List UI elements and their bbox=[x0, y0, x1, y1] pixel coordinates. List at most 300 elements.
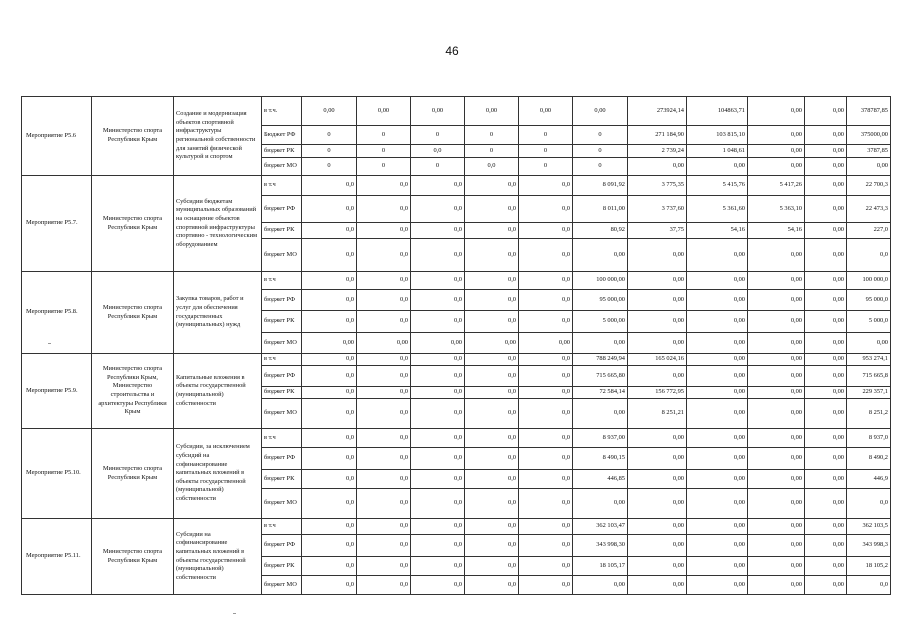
value-cell: 0,0 bbox=[357, 239, 411, 272]
value-cell: 0 bbox=[411, 158, 465, 176]
funding-source-cell: бюджет РК bbox=[262, 223, 302, 239]
value-cell: 0 bbox=[302, 158, 357, 176]
value-cell: 0,00 bbox=[805, 239, 847, 272]
value-cell: 2 739,24 bbox=[628, 145, 687, 158]
description-cell: Капитальные вложения в объекты государственной (муниципальной) собственности bbox=[174, 354, 262, 429]
value-cell: 8 937,0 bbox=[847, 429, 891, 448]
description-cell: Закупка товаров, работ и услуг для обеспечения государственных (муниципальных) нужд bbox=[174, 272, 262, 354]
value-cell: 0 bbox=[519, 145, 573, 158]
value-cell: 0,0 bbox=[357, 272, 411, 290]
value-cell: 0,00 bbox=[628, 429, 687, 448]
value-cell: 229 357,1 bbox=[847, 387, 891, 399]
value-cell: 0,00 bbox=[805, 535, 847, 557]
value-cell: 0,0 bbox=[357, 399, 411, 429]
value-cell: 0,00 bbox=[748, 399, 805, 429]
value-cell: 0,00 bbox=[519, 97, 573, 126]
table-row bbox=[22, 354, 891, 366]
value-cell: 362 103,5 bbox=[847, 519, 891, 535]
value-cell: 0 bbox=[573, 145, 628, 158]
value-cell: 100 000,0 bbox=[847, 272, 891, 290]
value-cell: 0,0 bbox=[411, 354, 465, 366]
value-cell: 0,0 bbox=[465, 429, 519, 448]
value-cell: 0,0 bbox=[411, 145, 465, 158]
value-cell: 0,0 bbox=[357, 387, 411, 399]
value-cell: 0,00 bbox=[748, 158, 805, 176]
table-body bbox=[22, 97, 891, 595]
value-cell: 5 363,10 bbox=[748, 196, 805, 223]
value-cell: 18 105,17 bbox=[573, 557, 628, 576]
value-cell: 0,00 bbox=[748, 519, 805, 535]
value-cell: 0,0 bbox=[465, 399, 519, 429]
value-cell: 0,0 bbox=[302, 366, 357, 387]
value-cell: 0,00 bbox=[687, 576, 748, 595]
value-cell: 0,00 bbox=[573, 239, 628, 272]
value-cell: 0,0 bbox=[519, 399, 573, 429]
value-cell: 0,0 bbox=[465, 290, 519, 311]
description-cell: Субсидии бюджетам муниципальных образований на оснащение объектов спортивной инфраструктуры спортивно - технологическим оборудованием bbox=[174, 176, 262, 272]
value-cell: 0,00 bbox=[748, 470, 805, 489]
funding-source-cell: бюджет РК bbox=[262, 557, 302, 576]
value-cell: 0,0 bbox=[519, 535, 573, 557]
value-cell: 8 251,21 bbox=[628, 399, 687, 429]
value-cell: 80,92 bbox=[573, 223, 628, 239]
value-cell: 0,0 bbox=[302, 557, 357, 576]
value-cell: 378787,85 bbox=[847, 97, 891, 126]
value-cell: 0,0 bbox=[519, 354, 573, 366]
value-cell: 0,0 bbox=[465, 196, 519, 223]
value-cell: 0,0 bbox=[357, 489, 411, 519]
value-cell: 375000,00 bbox=[847, 126, 891, 145]
value-cell: 0,00 bbox=[628, 535, 687, 557]
value-cell: 3 737,60 bbox=[628, 196, 687, 223]
value-cell: 0,00 bbox=[805, 448, 847, 470]
value-cell: 0,0 bbox=[465, 448, 519, 470]
value-cell: 0,0 bbox=[302, 311, 357, 333]
value-cell: 0,00 bbox=[805, 97, 847, 126]
value-cell: 5 415,76 bbox=[687, 176, 748, 196]
funding-source-cell: бюджет МО bbox=[262, 158, 302, 176]
value-cell: 0,0 bbox=[411, 176, 465, 196]
value-cell: 72 584,14 bbox=[573, 387, 628, 399]
funding-source-cell: бюджет РФ bbox=[262, 290, 302, 311]
value-cell: 0,0 bbox=[519, 489, 573, 519]
value-cell: 0,00 bbox=[628, 470, 687, 489]
value-cell: 0,00 bbox=[687, 489, 748, 519]
value-cell: 0,0 bbox=[411, 448, 465, 470]
value-cell: 0,0 bbox=[357, 223, 411, 239]
value-cell: 0,0 bbox=[411, 366, 465, 387]
value-cell: 0,00 bbox=[805, 576, 847, 595]
value-cell: 0,00 bbox=[687, 290, 748, 311]
value-cell: 0,00 bbox=[628, 557, 687, 576]
value-cell: 273924,14 bbox=[628, 97, 687, 126]
value-cell: 0,00 bbox=[805, 399, 847, 429]
value-cell: 0,0 bbox=[411, 196, 465, 223]
value-cell: 0,00 bbox=[573, 97, 628, 126]
description-cell: Субсидии, за исключением субсидий на софинансирование капитальных вложений в объекты государственной (муниципальной) собственности bbox=[174, 429, 262, 519]
value-cell: 0,00 bbox=[411, 333, 465, 354]
value-cell: 446,9 bbox=[847, 470, 891, 489]
value-cell: 0,0 bbox=[411, 489, 465, 519]
value-cell: 0,00 bbox=[628, 576, 687, 595]
value-cell: 0,0 bbox=[357, 196, 411, 223]
value-cell: 0,00 bbox=[628, 448, 687, 470]
value-cell: 54,16 bbox=[687, 223, 748, 239]
value-cell: 0,00 bbox=[805, 290, 847, 311]
value-cell: 0,00 bbox=[748, 145, 805, 158]
value-cell: 0,0 bbox=[411, 429, 465, 448]
value-cell: 156 772,95 bbox=[628, 387, 687, 399]
value-cell: 22 473,3 bbox=[847, 196, 891, 223]
funding-source-cell: бюджет РК bbox=[262, 145, 302, 158]
value-cell: 0,00 bbox=[465, 97, 519, 126]
value-cell: 0,00 bbox=[628, 366, 687, 387]
value-cell: 0,00 bbox=[748, 557, 805, 576]
value-cell: 0,0 bbox=[302, 223, 357, 239]
funding-source-cell: в т.ч bbox=[262, 519, 302, 535]
value-cell: 3 775,35 bbox=[628, 176, 687, 196]
measure-cell: Мероприятие P5.6 bbox=[22, 97, 92, 176]
value-cell: 0,0 bbox=[357, 290, 411, 311]
value-cell: 0,0 bbox=[411, 239, 465, 272]
value-cell: 0,0 bbox=[465, 519, 519, 535]
value-cell: 22 700,3 bbox=[847, 176, 891, 196]
funding-source-cell: в т.ч bbox=[262, 354, 302, 366]
value-cell: 0,00 bbox=[805, 354, 847, 366]
value-cell: 0,0 bbox=[357, 311, 411, 333]
value-cell: 0,00 bbox=[628, 311, 687, 333]
value-cell: 0,00 bbox=[748, 535, 805, 557]
value-cell: 0,00 bbox=[687, 366, 748, 387]
value-cell: 8 937,00 bbox=[573, 429, 628, 448]
value-cell: 362 103,47 bbox=[573, 519, 628, 535]
value-cell: 0,0 bbox=[357, 470, 411, 489]
value-cell: 0,00 bbox=[687, 272, 748, 290]
value-cell: 0,00 bbox=[805, 366, 847, 387]
value-cell: 0,0 bbox=[302, 290, 357, 311]
value-cell: 0,0 bbox=[465, 366, 519, 387]
measure-cell: Мероприятие P5.7. bbox=[22, 176, 92, 272]
value-cell: 0,00 bbox=[519, 333, 573, 354]
value-cell: 0,00 bbox=[805, 387, 847, 399]
value-cell: 0,0 bbox=[519, 223, 573, 239]
measure-cell: Мероприятие P5.10. bbox=[22, 429, 92, 519]
value-cell: 271 184,90 bbox=[628, 126, 687, 145]
executor-cell: Министерство спорта Республики Крым bbox=[92, 429, 174, 519]
value-cell: 0,0 bbox=[519, 366, 573, 387]
value-cell: 0,0 bbox=[302, 196, 357, 223]
value-cell: 0,0 bbox=[519, 470, 573, 489]
table-row bbox=[22, 176, 891, 196]
value-cell: 0,0 bbox=[302, 354, 357, 366]
value-cell: 0,00 bbox=[687, 399, 748, 429]
value-cell: 0,0 bbox=[411, 272, 465, 290]
funding-source-cell: в т.ч bbox=[262, 429, 302, 448]
value-cell: 0,00 bbox=[748, 311, 805, 333]
value-cell: 0,00 bbox=[302, 333, 357, 354]
value-cell: 0 bbox=[411, 126, 465, 145]
value-cell: 0,0 bbox=[357, 176, 411, 196]
value-cell: 37,75 bbox=[628, 223, 687, 239]
value-cell: 8 490,15 bbox=[573, 448, 628, 470]
value-cell: 0,00 bbox=[628, 158, 687, 176]
value-cell: 0,00 bbox=[628, 272, 687, 290]
value-cell: 0,0 bbox=[465, 470, 519, 489]
value-cell: 0,00 bbox=[748, 354, 805, 366]
value-cell: 0 bbox=[357, 126, 411, 145]
value-cell: 0,00 bbox=[805, 519, 847, 535]
budget-table bbox=[21, 96, 891, 595]
funding-source-cell: бюджет РФ bbox=[262, 366, 302, 387]
value-cell: 0,00 bbox=[687, 354, 748, 366]
value-cell: 0 bbox=[465, 145, 519, 158]
value-cell: 343 998,3 bbox=[847, 535, 891, 557]
value-cell: 0,00 bbox=[805, 489, 847, 519]
value-cell: 104863,71 bbox=[687, 97, 748, 126]
value-cell: 343 998,30 bbox=[573, 535, 628, 557]
value-cell: 0,0 bbox=[411, 223, 465, 239]
funding-source-cell: в т.ч. bbox=[262, 97, 302, 126]
value-cell: 715 665,80 bbox=[573, 366, 628, 387]
value-cell: 0,0 bbox=[302, 429, 357, 448]
value-cell: 0,00 bbox=[302, 97, 357, 126]
value-cell: 0,00 bbox=[805, 470, 847, 489]
value-cell: 0,00 bbox=[748, 97, 805, 126]
value-cell: 0,0 bbox=[302, 387, 357, 399]
value-cell: 0,0 bbox=[465, 158, 519, 176]
table-row bbox=[22, 519, 891, 535]
value-cell: 0,0 bbox=[357, 535, 411, 557]
value-cell: 0,0 bbox=[411, 557, 465, 576]
value-cell: 0,0 bbox=[411, 519, 465, 535]
funding-source-cell: в т.ч bbox=[262, 272, 302, 290]
value-cell: 0,00 bbox=[628, 333, 687, 354]
value-cell: 446,85 bbox=[573, 470, 628, 489]
value-cell: 0 bbox=[302, 126, 357, 145]
value-cell: 0,0 bbox=[302, 576, 357, 595]
value-cell: 0,0 bbox=[847, 576, 891, 595]
value-cell: 0,0 bbox=[357, 429, 411, 448]
value-cell: 0,0 bbox=[302, 399, 357, 429]
table-row bbox=[22, 272, 891, 290]
value-cell: 0,0 bbox=[519, 557, 573, 576]
value-cell: 0,00 bbox=[465, 333, 519, 354]
value-cell: 0,00 bbox=[805, 272, 847, 290]
value-cell: 0 bbox=[465, 126, 519, 145]
value-cell: 0,00 bbox=[573, 333, 628, 354]
value-cell: 0 bbox=[357, 145, 411, 158]
executor-cell: Министерство спорта Республики Крым bbox=[92, 519, 174, 595]
value-cell: 953 274,1 bbox=[847, 354, 891, 366]
value-cell: 0,00 bbox=[805, 223, 847, 239]
value-cell: 0,0 bbox=[519, 387, 573, 399]
value-cell: 0 bbox=[357, 158, 411, 176]
value-cell: 8 251,2 bbox=[847, 399, 891, 429]
executor-cell: Министерство спорта Республики Крым bbox=[92, 176, 174, 272]
value-cell: 0,00 bbox=[687, 333, 748, 354]
value-cell: 0,00 bbox=[628, 290, 687, 311]
value-cell: 0,0 bbox=[519, 311, 573, 333]
value-cell: 0,00 bbox=[687, 470, 748, 489]
value-cell: 100 000,00 bbox=[573, 272, 628, 290]
value-cell: 0,0 bbox=[519, 576, 573, 595]
table-row bbox=[22, 429, 891, 448]
measure-cell: Мероприятие P5.8. bbox=[22, 272, 92, 354]
executor-cell: Министерство спорта Республики Крым, Министерство строительства и архитектуры Республики Крым bbox=[92, 354, 174, 429]
value-cell: 0,00 bbox=[573, 489, 628, 519]
value-cell: 0,00 bbox=[687, 311, 748, 333]
value-cell: 0,00 bbox=[748, 272, 805, 290]
value-cell: 0,0 bbox=[411, 470, 465, 489]
value-cell: 0,0 bbox=[357, 366, 411, 387]
measure-cell: Мероприятие P5.11. bbox=[22, 519, 92, 595]
value-cell: 0,00 bbox=[748, 239, 805, 272]
value-cell: 0,00 bbox=[805, 311, 847, 333]
value-cell: 0,00 bbox=[748, 387, 805, 399]
value-cell: 0,00 bbox=[628, 239, 687, 272]
value-cell: 103 815,10 bbox=[687, 126, 748, 145]
value-cell: 95 000,00 bbox=[573, 290, 628, 311]
value-cell: 0,0 bbox=[465, 354, 519, 366]
funding-source-cell: бюджет МО bbox=[262, 489, 302, 519]
value-cell: 0,0 bbox=[411, 311, 465, 333]
funding-source-cell: в т.ч bbox=[262, 176, 302, 196]
funding-source-cell: бюджет МО bbox=[262, 333, 302, 354]
value-cell: 0,00 bbox=[847, 333, 891, 354]
value-cell: 0 bbox=[519, 126, 573, 145]
value-cell: 0,0 bbox=[465, 176, 519, 196]
value-cell: 0 bbox=[573, 158, 628, 176]
value-cell: 0,0 bbox=[302, 519, 357, 535]
funding-source-cell: бюджет МО bbox=[262, 576, 302, 595]
executor-cell: Министерство спорта Республики Крым bbox=[92, 272, 174, 354]
value-cell: 0,0 bbox=[519, 519, 573, 535]
value-cell: 0,00 bbox=[628, 519, 687, 535]
value-cell: 0,00 bbox=[748, 448, 805, 470]
value-cell: 0,0 bbox=[519, 239, 573, 272]
value-cell: 0,00 bbox=[805, 176, 847, 196]
value-cell: 0,0 bbox=[411, 535, 465, 557]
description-cell: Создание и модернизация объектов спортивной инфраструктуры региональной собственности для занятий физической культурой и спортом bbox=[174, 97, 262, 176]
value-cell: 0,0 bbox=[847, 239, 891, 272]
value-cell: 5 361,60 bbox=[687, 196, 748, 223]
value-cell: 3787,85 bbox=[847, 145, 891, 158]
scan-mark bbox=[48, 343, 51, 344]
value-cell: 0,0 bbox=[357, 519, 411, 535]
value-cell: 0,00 bbox=[357, 333, 411, 354]
value-cell: 0,00 bbox=[748, 429, 805, 448]
value-cell: 0,0 bbox=[411, 290, 465, 311]
value-cell: 0,0 bbox=[465, 557, 519, 576]
funding-source-cell: бюджет МО bbox=[262, 239, 302, 272]
page-number: 46 bbox=[445, 44, 459, 58]
value-cell: 0,00 bbox=[748, 366, 805, 387]
value-cell: 0,00 bbox=[411, 97, 465, 126]
value-cell: 0,00 bbox=[573, 399, 628, 429]
value-cell: 0,0 bbox=[357, 576, 411, 595]
value-cell: 0,0 bbox=[465, 489, 519, 519]
value-cell: 0,0 bbox=[411, 399, 465, 429]
funding-source-cell: бюджет РК bbox=[262, 387, 302, 399]
value-cell: 227,0 bbox=[847, 223, 891, 239]
description-cell: Субсидии на софинансирование капитальных вложений в объекты государственной (муниципальной) собственности bbox=[174, 519, 262, 595]
value-cell: 0,00 bbox=[805, 196, 847, 223]
value-cell: 0,0 bbox=[357, 354, 411, 366]
value-cell: 0,0 bbox=[519, 290, 573, 311]
value-cell: 0,0 bbox=[519, 176, 573, 196]
funding-source-cell: Бюджет РФ bbox=[262, 126, 302, 145]
value-cell: 0 bbox=[302, 145, 357, 158]
value-cell: 0,00 bbox=[687, 158, 748, 176]
value-cell: 0,00 bbox=[628, 489, 687, 519]
value-cell: 0,00 bbox=[748, 290, 805, 311]
executor-cell: Министерство спорта Республики Крым bbox=[92, 97, 174, 176]
funding-source-cell: бюджет РФ bbox=[262, 196, 302, 223]
value-cell: 0,00 bbox=[748, 576, 805, 595]
value-cell: 0,0 bbox=[519, 196, 573, 223]
value-cell: 0,00 bbox=[805, 145, 847, 158]
value-cell: 0,0 bbox=[519, 448, 573, 470]
value-cell: 0,0 bbox=[465, 576, 519, 595]
value-cell: 0 bbox=[519, 158, 573, 176]
value-cell: 8 490,2 bbox=[847, 448, 891, 470]
value-cell: 0,0 bbox=[411, 387, 465, 399]
value-cell: 0,00 bbox=[687, 239, 748, 272]
value-cell: 0,0 bbox=[302, 176, 357, 196]
value-cell: 5 417,26 bbox=[748, 176, 805, 196]
value-cell: 0,0 bbox=[465, 223, 519, 239]
funding-source-cell: бюджет РФ bbox=[262, 448, 302, 470]
scan-mark bbox=[233, 613, 236, 614]
value-cell: 0,00 bbox=[687, 448, 748, 470]
value-cell: 0,0 bbox=[302, 239, 357, 272]
value-cell: 0,0 bbox=[357, 448, 411, 470]
value-cell: 715 665,8 bbox=[847, 366, 891, 387]
value-cell: 0,0 bbox=[302, 272, 357, 290]
table-row bbox=[22, 97, 891, 126]
value-cell: 0,00 bbox=[687, 429, 748, 448]
funding-source-cell: бюджет МО bbox=[262, 399, 302, 429]
funding-source-cell: бюджет РК bbox=[262, 470, 302, 489]
value-cell: 0,00 bbox=[847, 158, 891, 176]
value-cell: 0,0 bbox=[847, 489, 891, 519]
value-cell: 0,00 bbox=[687, 535, 748, 557]
value-cell: 0,00 bbox=[805, 557, 847, 576]
value-cell: 0,0 bbox=[519, 272, 573, 290]
value-cell: 0,00 bbox=[687, 519, 748, 535]
value-cell: 0,00 bbox=[687, 557, 748, 576]
value-cell: 0,0 bbox=[465, 272, 519, 290]
value-cell: 8 091,92 bbox=[573, 176, 628, 196]
value-cell: 0,0 bbox=[302, 448, 357, 470]
value-cell: 0,00 bbox=[357, 97, 411, 126]
measure-cell: Мероприятие P5.9. bbox=[22, 354, 92, 429]
value-cell: 1 048,61 bbox=[687, 145, 748, 158]
value-cell: 18 105,2 bbox=[847, 557, 891, 576]
value-cell: 165 024,16 bbox=[628, 354, 687, 366]
value-cell: 54,16 bbox=[748, 223, 805, 239]
value-cell: 5 000,00 bbox=[573, 311, 628, 333]
value-cell: 0,00 bbox=[687, 387, 748, 399]
value-cell: 0,0 bbox=[357, 557, 411, 576]
value-cell: 0,00 bbox=[748, 489, 805, 519]
value-cell: 0,00 bbox=[573, 576, 628, 595]
value-cell: 0,00 bbox=[805, 429, 847, 448]
funding-source-cell: бюджет РК bbox=[262, 311, 302, 333]
value-cell: 0,0 bbox=[519, 429, 573, 448]
value-cell: 0,0 bbox=[302, 535, 357, 557]
value-cell: 0,00 bbox=[748, 333, 805, 354]
